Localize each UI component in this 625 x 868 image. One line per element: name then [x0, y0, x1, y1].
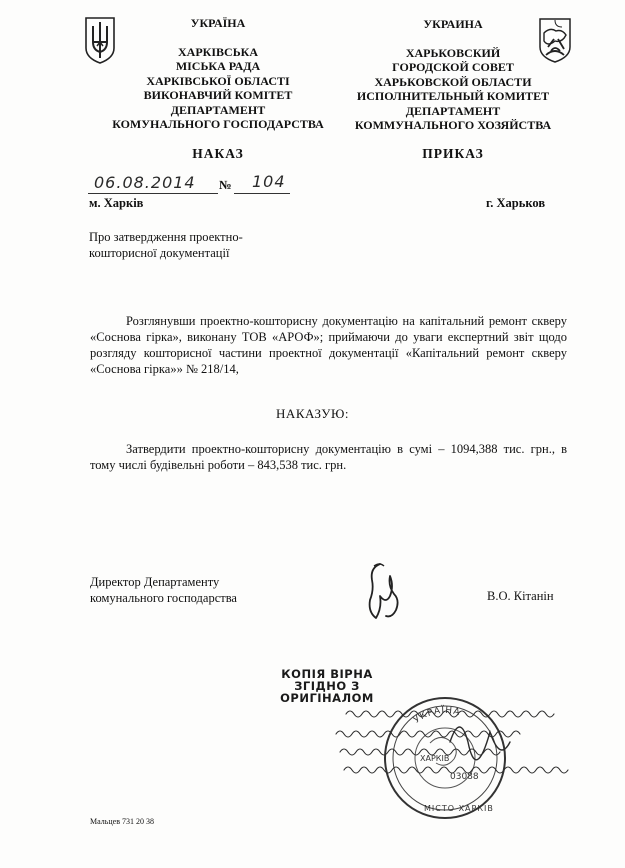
header-left-line: ХАРКІВСЬКА	[177, 44, 258, 59]
header-right	[348, 17, 558, 133]
header-right-line: ГОРОДСКОЙ СОВЕТ	[392, 60, 514, 74]
header-right-line: ДЕПАРТАМЕНТ	[405, 103, 501, 118]
order-subject	[89, 229, 243, 261]
header-right-line: ХАРЬКОВСКОЙ ОБЛАСТИ	[374, 74, 532, 89]
city-ru: г. Харьков	[486, 196, 546, 210]
header-left-line: ХАРКІВСЬКОЇ ОБЛАСТІ	[146, 73, 290, 88]
header-right-country: УКРАИНА	[423, 17, 483, 31]
nakazuyu-heading: НАКАЗУЮ:	[276, 406, 349, 421]
header-left-line: ВИКОНАВЧИЙ КОМІТЕТ	[143, 88, 293, 102]
order-title-ru: ПРИКАЗ	[422, 146, 484, 161]
signatory-title-line: Директор Департаменту	[90, 575, 220, 589]
signatory-title-line: комунального господарства	[90, 591, 237, 605]
subject-line: кошторисної документації	[89, 246, 230, 260]
handwritten-date: 06.08.2014	[94, 173, 196, 192]
seal-top-text: УКРАЇНА	[412, 705, 462, 726]
director-signature	[360, 560, 410, 622]
seal-bottom-text: МІСТО ХАРКІВ	[424, 804, 494, 813]
copy-stamp-line: КОПІЯ ВІРНА	[281, 667, 373, 681]
signatory-title	[90, 574, 237, 606]
preamble-paragraph: Розглянувши проектно-кошторисну документацію на капітальний ремонт скверу «Соснова гірка», виконану ТОВ «АРОФ»; приймаючи до уваги експертний звіт щодо розгляду кошторисної частини проектної документації «Капітальний ремонт скверу «Соснова гірка»» № 218/14,	[90, 314, 567, 376]
subject-line: Про затвердження проектно-	[89, 230, 243, 244]
header-right-line: ХАРЬКОВСКИЙ	[405, 45, 501, 60]
copy-stamp-line: ОРИГІНАЛОМ	[280, 691, 374, 705]
handwritten-number: 104	[252, 172, 286, 191]
header-right-line: ИСПОЛНИТЕЛЬНЫЙ КОМИТЕТ	[356, 89, 550, 103]
seal-number: 03088	[450, 772, 479, 782]
handwritten-certification	[330, 702, 590, 794]
order-title-ua: НАКАЗ	[192, 146, 244, 161]
order-paragraph: Затвердити проектно-кошторисну документацію в сумі – 1094,388 тис. грн., в тому числі будівельні роботи – 843,538 тис. грн.	[90, 442, 567, 472]
number-underline	[234, 193, 290, 194]
header-left-line: ДЕПАРТАМЕНТ	[170, 102, 266, 117]
header-right-line: КОММУНАЛЬНОГО ХОЗЯЙСТВА	[354, 118, 552, 132]
header-left-line: МІСЬКА РАДА	[175, 59, 261, 73]
date-underline	[88, 193, 218, 194]
footer-contact-note: Мальцев 731 20 38	[90, 817, 154, 826]
number-sign: №	[219, 178, 232, 192]
city-ua: м. Харків	[89, 196, 144, 210]
copy-certified-stamp	[272, 668, 382, 704]
header-left-line: КОМУНАЛЬНОГО ГОСПОДАРСТВА	[112, 117, 324, 131]
seal-side-text: ХАРКІВ	[420, 754, 450, 763]
header-left-country: УКРАЇНА	[190, 16, 246, 30]
copy-stamp-line: ЗГІДНО З	[294, 679, 360, 693]
signatory-name: В.О. Кітанін	[487, 589, 554, 603]
header-left	[88, 16, 348, 132]
